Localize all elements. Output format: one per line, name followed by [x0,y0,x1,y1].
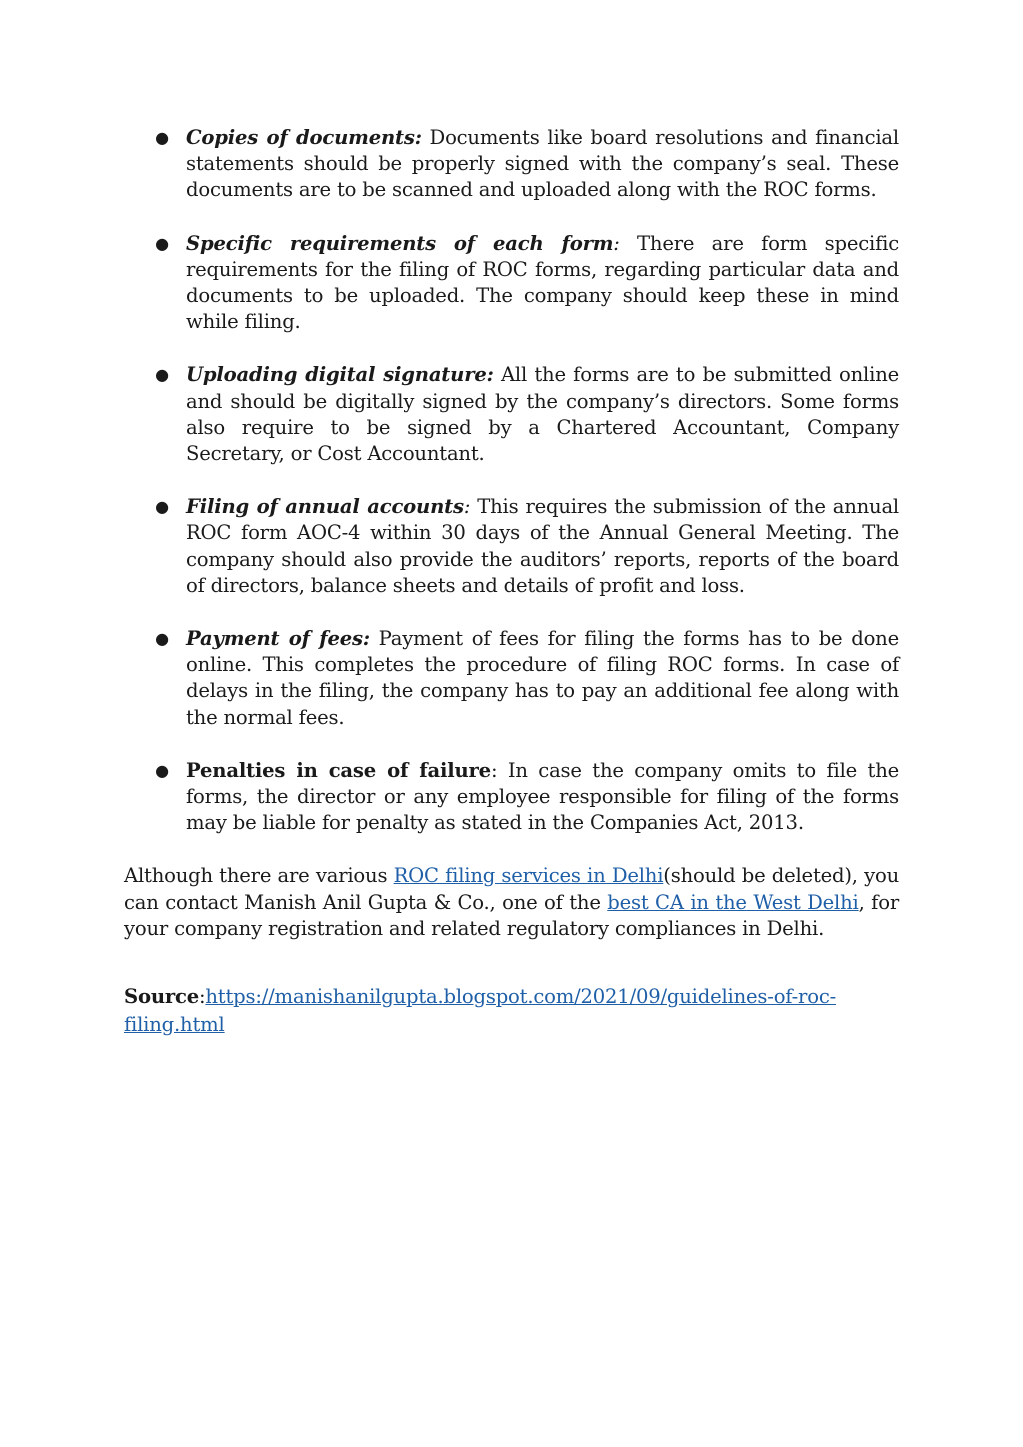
item-term: Copies of documents: [186,126,422,149]
bullet-icon: ● [155,497,169,517]
item-separator: : [463,495,471,519]
bullet-icon: ● [155,760,169,780]
list-item [124,494,899,599]
roc-filing-services-link[interactable]: ROC filing services in Delhi [393,864,664,888]
item-separator: : [613,231,620,255]
closing-text: , for your company registration and related regulatory compliances in Delhi. [124,890,899,940]
best-ca-west-delhi-link[interactable]: best CA in the West Delhi [607,890,859,914]
list-item [124,626,899,731]
item-text: All the forms are to be submitted online and should be digitally signed by the company’s directors. Some forms also require to be signed by a Chartered Accountant, Company Secretary, or Cost Accountant. [186,363,900,466]
closing-text: (should be deleted), you can contact Manish Anil Gupta & Co., one of the [124,864,900,914]
source-colon: : [198,985,206,1009]
document-body [124,125,899,1039]
closing-paragraph [124,863,899,942]
requirements-list [124,125,899,836]
item-text: Documents like board resolutions and financial statements should be properly signed with the company’s seal. These documents are to be scanned and uploaded along with the ROC forms. [186,126,899,202]
bullet-icon: ● [155,365,169,385]
list-item [124,231,899,336]
list-item [124,125,899,204]
bullet-icon: ● [155,128,169,147]
source-line [124,983,899,1039]
list-item [124,758,899,837]
item-term: Payment of fees: [186,627,370,651]
item-text: There are form specific requirements for the filing of ROC forms, regarding particular data and documents to be uploaded. The company should keep these in mind while filing. [186,231,899,334]
bullet-icon: ● [155,629,169,649]
closing-text: Although there are various [124,864,394,888]
item-term: Specific requirements of each form [186,231,614,255]
source-url-link[interactable]: https://manishanilgupta.blogspot.com/2021/09/guidelines-of-roc-filing.html [124,985,837,1037]
bullet-icon: ● [155,233,169,253]
item-text: This requires the submission of the annual ROC form AOC-4 within 30 days of the Annual General Meeting. The company should also provide the auditors’ reports, reports of the board of directors, balance sheets and details of profit and loss. [186,495,899,597]
item-term: Penalties in case of failure [186,758,491,782]
item-text: Payment of fees for filing the forms has to be done online. This completes the procedure of filing ROC forms. In case of delays in the filing, the company has to pay an additional fee along with the normal fees. [186,627,899,729]
source-label: Source [124,985,199,1009]
item-term: Uploading digital signature: [186,363,494,387]
list-item [124,362,899,467]
item-term: Filing of annual accounts [186,495,464,519]
item-text: : In case the company omits to file the forms, the director or any employee responsible for filing of the forms may be liable for penalty as stated in the Companies Act, 2013. [186,758,900,835]
